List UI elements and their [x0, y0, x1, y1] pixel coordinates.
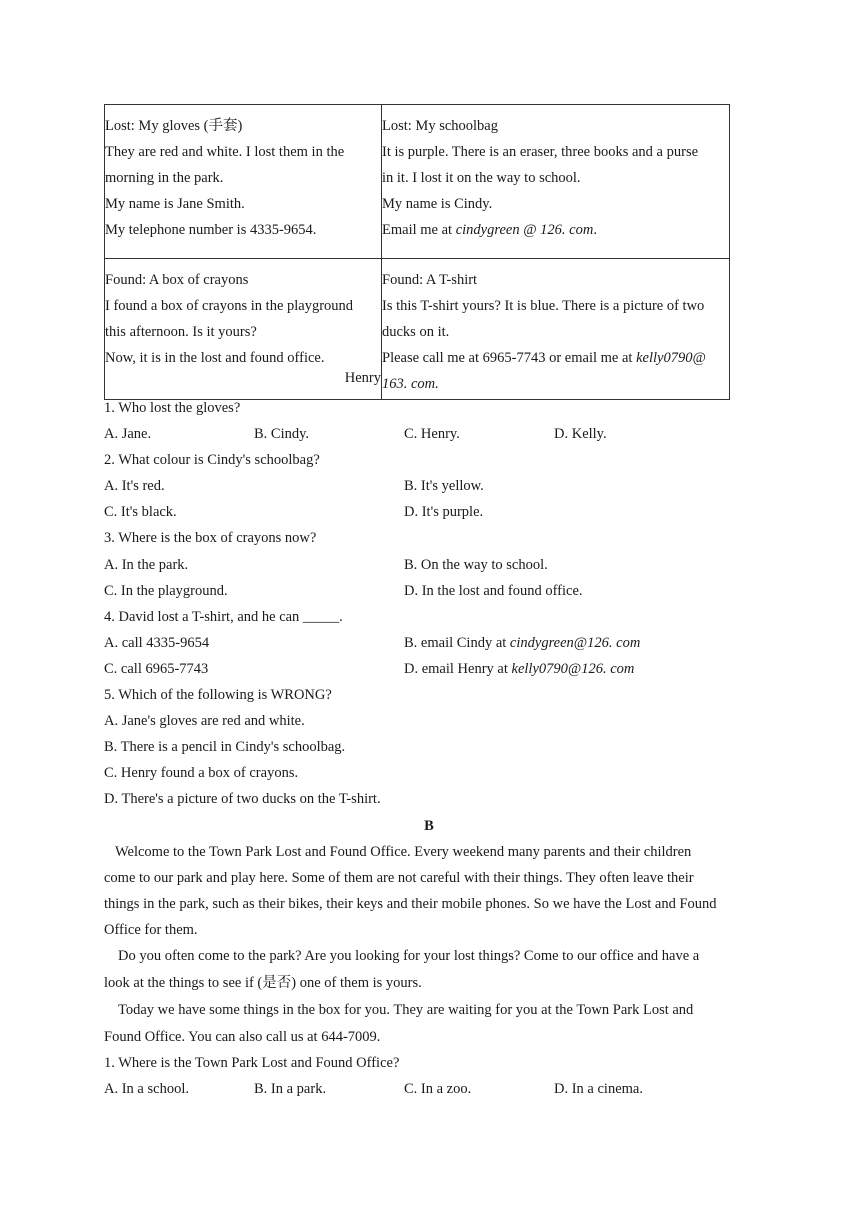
option-a: A. call 4335-9654 — [104, 634, 210, 651]
option-c: C. In the playground. — [104, 582, 228, 599]
question-4: 4. David lost a T-shirt, and he can _____. — [104, 608, 343, 625]
option-b-email: cindygreen@126. com — [509, 634, 641, 651]
notice-found-crayons — [105, 259, 382, 400]
notice-text: They are red and white. I lost them in the — [105, 144, 345, 160]
passage-paragraph-1 — [104, 839, 749, 943]
option-b: B. It's yellow. — [404, 478, 484, 495]
notice-text: Now, it is in the lost and found office. — [105, 350, 325, 366]
notice-text: morning in the park. — [105, 170, 224, 186]
passage-line: Office for them. — [104, 921, 198, 938]
passage-line: Do you often come to the park? Are you looking for your lost things? Come to our office and have a — [118, 947, 700, 964]
email-prefix: Email me at — [382, 222, 456, 238]
passage-line: Welcome to the Town Park Lost and Found Office. Every weekend many parents and their children — [115, 843, 692, 860]
question-1-options — [104, 421, 754, 447]
option-d: D. There's a picture of two ducks on the T-shirt. — [104, 791, 381, 808]
option-d: D. In the lost and found office. — [404, 582, 583, 599]
option-b: B. On the way to school. — [404, 556, 548, 573]
passage-line: things in the park, such as their bikes, their keys and their mobile phones. So we have the Lost and Found — [104, 895, 717, 912]
option-b-text: B. email Cindy at — [404, 634, 510, 651]
notices-table — [104, 104, 730, 400]
question-4-options-row1 — [104, 630, 754, 656]
option-a: A. In the park. — [104, 556, 189, 573]
question-4-options-row2 — [104, 656, 754, 682]
option-d-text: D. email Henry at — [404, 660, 512, 677]
notice-title: Lost: My schoolbag — [382, 118, 498, 134]
notice-lost-schoolbag — [382, 105, 730, 259]
notice-text: My name is Cindy. — [382, 196, 493, 212]
section-b-question-1-options — [104, 1076, 754, 1102]
passage-line: look at the things to see if (是否) one of them is yours. — [104, 974, 422, 991]
option-a: A. It's red. — [104, 478, 165, 495]
notice-text: Is this T-shirt yours? It is blue. There is a picture of two — [382, 298, 705, 314]
notice-text: I found a box of crayons in the playground — [105, 298, 354, 314]
option-d: D. Kelly. — [554, 426, 607, 443]
option-b: B. There is a pencil in Cindy's schoolbag. — [104, 739, 346, 756]
notice-title: Found: A T-shirt — [382, 272, 478, 288]
notice-text: this afternoon. Is it yours? — [105, 324, 257, 340]
notice-text: My telephone number is 4335-9654. — [105, 222, 317, 238]
question-2: 2. What colour is Cindy's schoolbag? — [104, 452, 320, 469]
option-d: D. In a cinema. — [554, 1081, 643, 1098]
email-suffix: . — [593, 222, 597, 238]
question-2-options-row2 — [104, 499, 754, 525]
notice-text: My name is Jane Smith. — [105, 196, 245, 212]
option-b: B. Cindy. — [254, 426, 310, 443]
option-a: A. Jane's gloves are red and white. — [104, 713, 305, 730]
notices-row-found — [105, 259, 730, 400]
notices-row-lost — [105, 105, 730, 259]
option-a: A. In a school. — [104, 1081, 189, 1098]
section-b-question-1: 1. Where is the Town Park Lost and Found Office? — [104, 1055, 400, 1072]
section-b-title: B — [424, 817, 434, 834]
notice-lost-gloves — [105, 105, 382, 259]
notice-signature: Henry — [344, 370, 381, 386]
question-2-options-row1 — [104, 473, 754, 499]
notice-found-tshirt — [382, 259, 730, 400]
notice-title: Lost: My gloves (手套) — [105, 118, 243, 134]
option-d — [404, 656, 634, 682]
option-d: D. It's purple. — [404, 504, 484, 521]
email-address-continued: 163. com. — [382, 376, 439, 392]
option-d-email: kelly0790@126. com — [511, 660, 635, 677]
question-1: 1. Who lost the gloves? — [104, 400, 241, 416]
passage-line: Today we have some things in the box for you. They are waiting for you at the Town Park Lost and — [118, 1001, 694, 1018]
notice-text: in it. I lost it on the way to school. — [382, 170, 581, 186]
notice-title: Found: A box of crayons — [105, 272, 249, 288]
questions-area — [104, 395, 754, 1102]
notice-text: It is purple. There is an eraser, three books and a purse — [382, 144, 699, 160]
option-b: B. In a park. — [254, 1081, 327, 1098]
option-c: C. In a zoo. — [404, 1081, 472, 1098]
option-a: A. Jane. — [104, 426, 152, 443]
question-3-options-row1 — [104, 552, 754, 578]
notice-email-line — [382, 345, 729, 371]
email-address: cindygreen @ 126. com — [455, 222, 594, 238]
passage-paragraph-3 — [104, 997, 749, 1050]
option-c: C. It's black. — [104, 504, 177, 521]
question-5: 5. Which of the following is WRONG? — [104, 687, 332, 704]
option-c: C. Henry. — [404, 426, 460, 443]
option-c: C. Henry found a box of crayons. — [104, 765, 299, 782]
option-c: C. call 6965-7743 — [104, 660, 209, 677]
question-3: 3. Where is the box of crayons now? — [104, 530, 317, 547]
question-3-options-row2 — [104, 578, 754, 604]
passage-paragraph-2 — [104, 943, 749, 997]
notice-text: ducks on it. — [382, 324, 450, 340]
notice-email-line — [382, 217, 729, 243]
passage-line: Found Office. You can also call us at 644-7009. — [104, 1028, 381, 1045]
passage-line: come to our park and play here. Some of them are not careful with their things. They often leave their — [104, 869, 694, 886]
email-address: kelly0790@ — [636, 350, 706, 366]
option-b — [404, 630, 640, 656]
call-text: Please call me at 6965-7743 or email me at — [382, 350, 637, 366]
